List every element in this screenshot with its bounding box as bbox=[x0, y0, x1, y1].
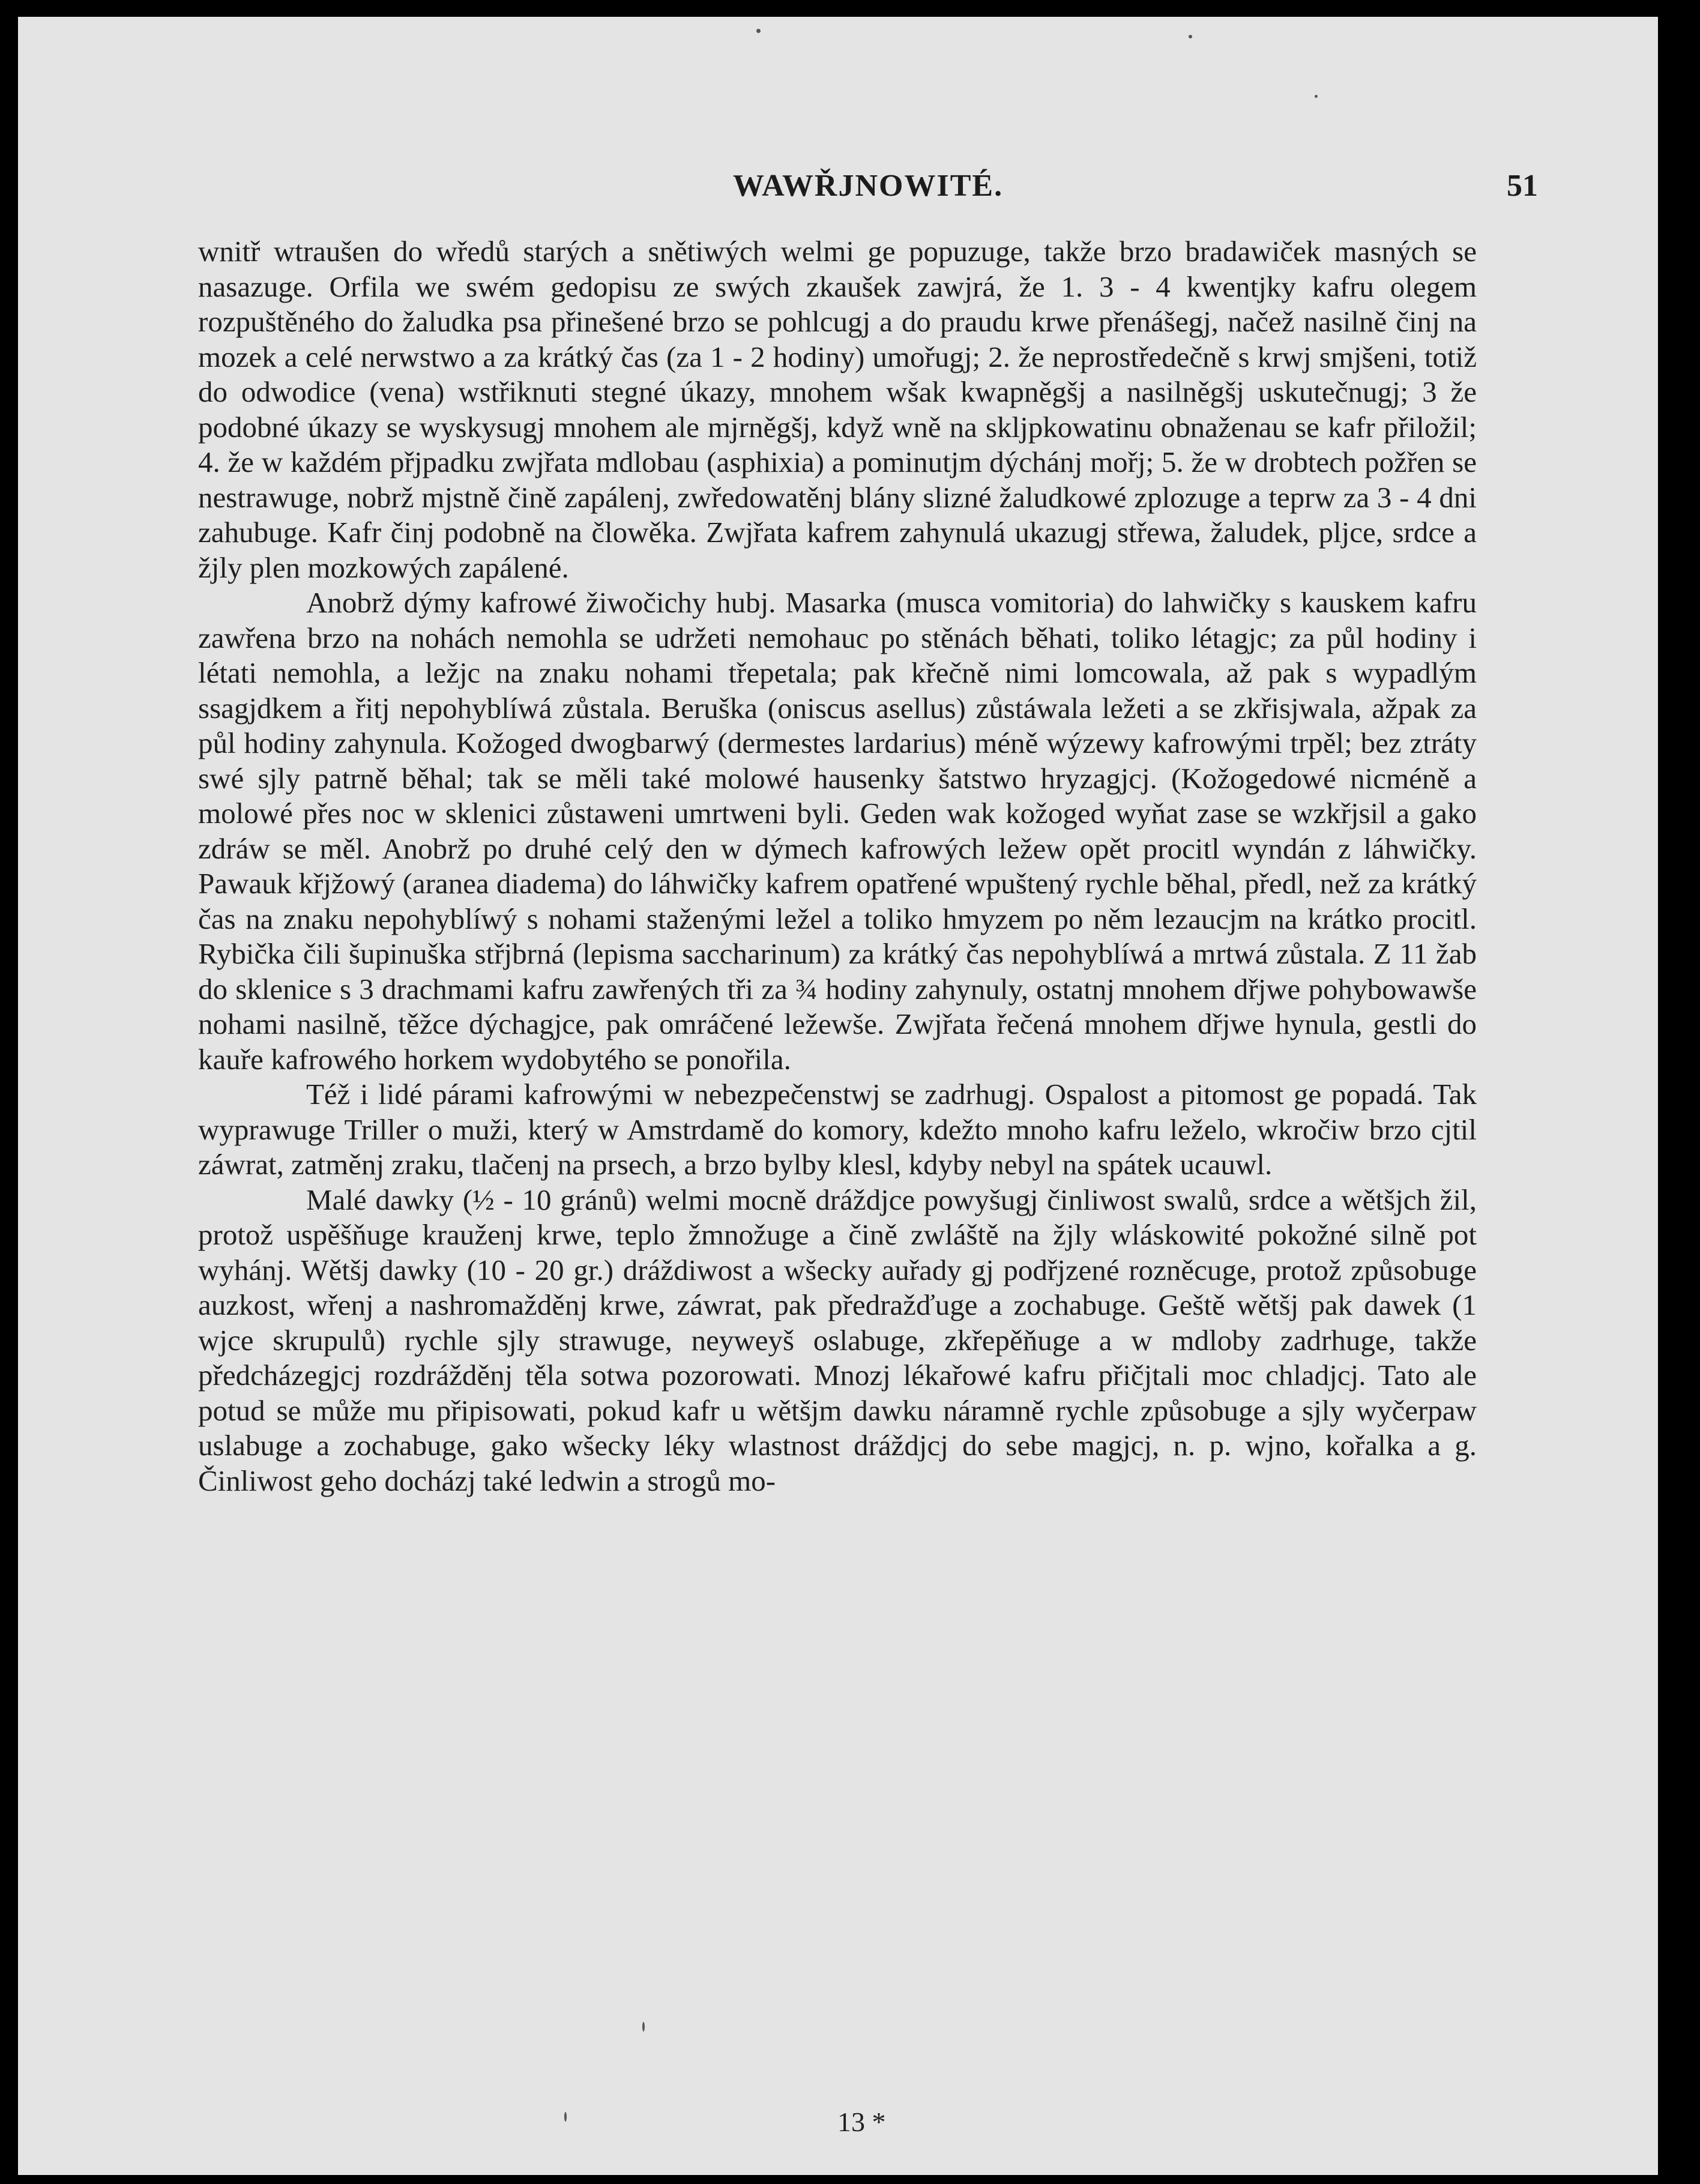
paper-speck bbox=[1315, 95, 1318, 98]
paper-speck bbox=[642, 2022, 645, 2032]
paragraph: Anobrž dýmy kafrowé žiwočichy hubj. Masarka (musca vomitoria) do lahwičky s kauskem kafru zawřena brzo na nohách nemohla se udržeti nemohauc po stěnách běhati, toliko létagjc; za půl hodiny i létati nemohla, a ležjc na znaku nohami třepetala; pak křečně nimi lomcowala, až pak s wypadlým ssagjdkem a řitj nepohyblíwá zůstala. Beruška (oniscus asellus) zůstáwala ležeti a se zkřisjwala, ažpak za půl hodiny zahynula. Kožoged dwogbarwý (dermestes lardarius) méně wýzewy kafrowými trpěl; bez ztráty swé sjly patrně běhal; tak se měli také molowé hausenky šatstwo hryzagjcj. (Kožogedowé nicméně a molowé přes noc w sklenici zůstaweni umrtweni byli. Geden wak kožoged wyňat zase se wzkřjsil a gako zdráw se měl. Anobrž po druhé celý den w dýmech kafrowých ležew opět procitl wyndán z láhwičky. Pawauk křjžowý (aranea diadema) do láhwičky kafrem opatřené wpuštený rychle běhal, předl, než za krátký čas na znaku nepohyblíwý s nohami staženými ležel a toliko hmyzem po něm lezaucjm na krátko procitl. Rybička čili šupinuška střjbrná (lepisma saccharinum) za krátký čas nepohyblíwá a mrtwá zůstala. Z 11 žab do sklenice s 3 drachmami kafru zawřených tři za ¾ hodiny zahynuly, ostatnj mnohem dřjwe pohybowawše nohami nasilně, těžce dýchagjce, pak omráčené ležewše. Zwjřata řečená mnohem dřjwe hynula, gestli do kauře kafrowého horkem wydobytého se ponořila. bbox=[198, 586, 1477, 1076]
paragraph: Též i lidé párami kafrowými w nebezpečenstwj se zadrhugj. Ospalost a pitomost ge popadá. Tak wyprawuge Triller o muži, který w Amstrdamě do komory, kdežto mnoho kafru leželo, wkročiw brzo cjtil záwrat, zatměnj zraku, tlačenj na prsech, a brzo bylby klesl, kdyby nebyl na spátek ucauwl. bbox=[198, 1078, 1477, 1181]
body-text bbox=[198, 234, 1477, 1498]
signature-mark: 13 * bbox=[837, 2107, 886, 2137]
page-number: 51 bbox=[1507, 169, 1538, 203]
paper-speck bbox=[756, 29, 761, 33]
running-title: WAWŘJNOWITÉ. bbox=[732, 169, 1004, 203]
paragraph: wnitř wtraušen do wředů starých a snětiwých welmi ge popuzuge, takže brzo bradawiček masných se nasazuge. Orfila we swém gedopisu ze swých zkaušek zawjrá, že 1. 3 - 4 kwentjky kafru olegem rozpuštěného do žaludka psa přinešené brzo se pohlcugj a do praudu krwe přenášegj, načež nasilně činj na mozek a celé nerwstwo a za krátký čas (za 1 - 2 hodiny) umořugj; 2. že neprostředečně s krwj smjšeni, totiž do odwodice (vena) wstřiknuti stegné úkazy, mnohem wšak kwapněgšj a nasilněgšj uskutečnugj; 3 že podobné úkazy se wyskysugj mnohem ale mjrněgšj, když wně na skljpkowatinu obnaženau se kafr přiložil; 4. že w každém přjpadku zwjřata mdlobau (asphixia) a pominutjm dýchánj mořj; 5. že w drobtech požřen se nestrawuge, nobrž mjstně čině zapálenj, zwředowatěnj blány slizné žaludkowé zplozuge a teprw za 3 - 4 dni zahubuge. Kafr činj podobně na člowěka. Zwjřata kafrem zahynulá ukazugj střewa, žaludek, pljce, srdce a žjly plen mozkowých zapálené. bbox=[198, 235, 1477, 584]
paper-speck bbox=[1189, 35, 1192, 38]
paragraph: Malé dawky (½ - 10 gránů) welmi mocně dráždjce powyšugj činliwost swalů, srdce a wětšjch žil, protož uspěšňuge krauženj krwe, teplo žmnožuge a čině zwláště na žjly wláskowité pokožné silně pot wyhánj. Wětšj dawky (10 - 20 gr.) dráždiwost a wšecky auřady gj podřjzené rozněcuge, protož způsobuge auzkost, wřenj a nashromažděnj krwe, záwrat, pak předražďuge a zochabuge. Geště wětšj pak dawek (1 wjce skrupulů) rychle sjly strawuge, neyweyš oslabuge, zkřepěňuge a w mdloby zadrhuge, takže předcházegjcj rozdrážděnj těla sotwa pozorowati. Mnozj lékařowé kafru přičjtali moc chladjcj. Tato ale potud se může mu připisowati, pokud kafr u wětšjm dawku náramně rychle způsobuge a sjly wyčerpaw uslabuge a zochabuge, gako wšecky léky wlastnost dráždjcj do sebe magjcj, n. p. wjno, kořalka a g. Činliwost geho docházj také ledwin a strogů mo- bbox=[198, 1183, 1477, 1497]
paper-speck bbox=[564, 2112, 567, 2122]
page-header bbox=[198, 168, 1538, 216]
page bbox=[18, 17, 1658, 2175]
